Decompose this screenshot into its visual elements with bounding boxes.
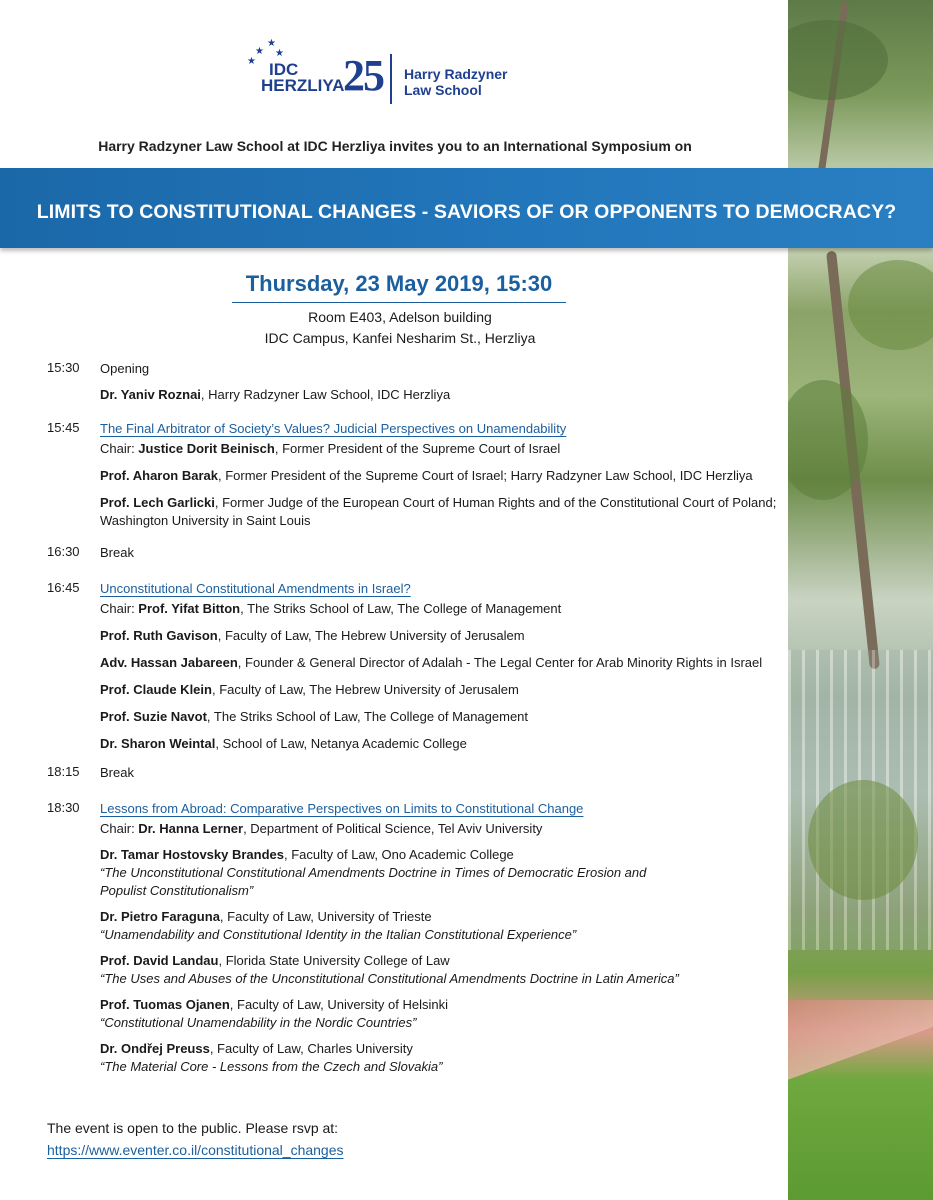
symposium-title: LIMITS TO CONSTITUTIONAL CHANGES - SAVIORS OF OR OPPONENTS TO DEMOCRACY? bbox=[36, 201, 897, 223]
event-venue: Room E403, Adelson building IDC Campus, Kanfei Nesharim St., Herzliya bbox=[264, 309, 536, 346]
rsvp-note: The event is open to the public. Please rsvp at: bbox=[47, 1120, 339, 1136]
title-banner bbox=[0, 168, 933, 248]
invitation-text: Harry Radzyner Law School at IDC Herzliya invites you to an International Symposium on bbox=[98, 138, 692, 154]
rsvp-link[interactable]: https://www.eventer.co.il/constitutional_changes bbox=[47, 1142, 344, 1158]
stars-icon: ★ ★ ★ ★ bbox=[247, 38, 284, 67]
session-3-title: Lessons from Abroad: Comparative Perspectives on Limits to Constitutional Change bbox=[100, 801, 584, 816]
logo-school-name: Harry Radzyner Law School bbox=[404, 66, 508, 98]
session-1-title: The Final Arbitrator of Society’s Values? Judicial Perspectives on Unamendability bbox=[100, 421, 567, 436]
logo-divider bbox=[390, 54, 392, 104]
session-2-title: Unconstitutional Constitutional Amendments in Israel? bbox=[100, 581, 411, 596]
event-date: Thursday, 23 May 2019, 15:30 bbox=[232, 271, 566, 303]
rsvp-footer bbox=[47, 1117, 344, 1161]
logo-idc-text: IDC HERZLIYA bbox=[261, 60, 345, 95]
idc-logo bbox=[245, 38, 545, 108]
logo-anniversary: 25 bbox=[343, 51, 383, 100]
